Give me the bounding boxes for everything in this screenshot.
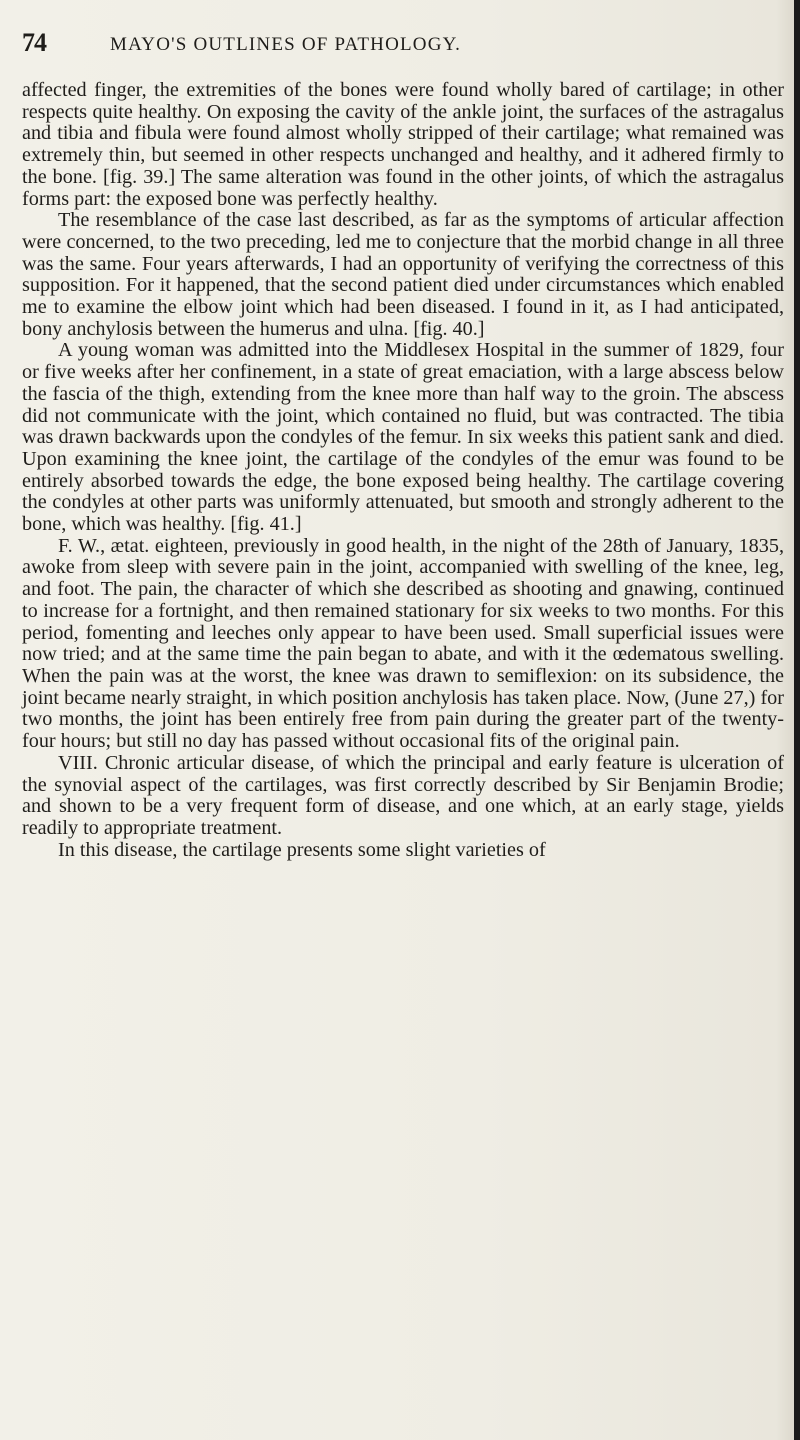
page-number: 74 <box>22 28 46 57</box>
page-header <box>22 28 782 64</box>
paragraph: The resemblance of the case last described, as far as the symptoms of articular affection were concerned, to the two preceding, led me to conjecture that the morbid change in all three was the same. Four years afterwards, I had an opportunity of verifying the correctness of this supposition. For it happened, that the second patient died under circumstances which enabled me to examine the elbow joint which had been diseased. I found in it, as I had anticipated, bony anchylosis between the humerus and ulna. [fig. 40.] <box>22 209 784 340</box>
paragraph: F. W., ætat. eighteen, previously in good health, in the night of the 28th of January, 1835, awoke from sleep with severe pain in the joint, accompanied with swelling of the knee, leg, and foot. The pain, the character of which she described as shooting and gnawing, continued to increase for a fortnight, and then remained stationary for six weeks to two months. For this period, fomenting and leeches only appear to have been used. Small superficial issues were now tried; and at the same time the pain began to abate, and with it the œdematous swelling. When the pain was at the worst, the knee was drawn to semiflexion: on its subsidence, the joint became nearly straight, in which position anchylosis has taken place. Now, (June 27,) for two months, the joint has been entirely free from pain during the greater part of the twenty-four hours; but still no day has passed without occasional fits of the original pain. <box>22 534 784 753</box>
page-edge-shadow <box>794 0 800 1440</box>
paragraph: In this disease, the cartilage presents some slight varieties of <box>58 838 546 861</box>
paragraph: A young woman was admitted into the Middlesex Hospital in the summer of 1829, four or five weeks after her confinement, in a state of great emaciation, with a large abscess below the fascia of the thigh, extending from the knee more than half way to the groin. The abscess did not communicate with the joint, which contained no fluid, but was contracted. The tibia was drawn backwards upon the condyles of the femur. In six weeks this patient sank and died. Upon examining the knee joint, the cartilage of the condyles of the emur was found to be entirely absorbed towards the edge, the bone exposed being healthy. The cartilage covering the condyles at other parts was uniformly attenuated, but smooth and strongly adherent to the bone, which was healthy. [fig. 41.] <box>22 339 784 536</box>
running-head: MAYO'S OUTLINES OF PATHOLOGY. <box>110 34 462 55</box>
body-text <box>22 80 784 861</box>
paragraph-section-viii: VIII. Chronic articular disease, of which the principal and early feature is ulceration of the synovial aspect of the cartilages, was first correctly described by Sir Benjamin Brodie; and shown to be a very frequent form of disease, and one which, at an early stage, yields readily to appropriate treatment. <box>22 751 784 839</box>
paragraph-continuation: affected finger, the extremities of the bones were found wholly bared of cartilage; in other respects quite healthy. On exposing the cavity of the ankle joint, the surfaces of the astragalus and tibia and fibula were found almost wholly stripped of their cartilage; what remained was extremely thin, but seemed in other respects unchanged and healthy, and it adhered firmly to the bone. [fig. 39.] The same alteration was found in the other joints, of which the astragalus forms part: the exposed bone was perfectly healthy. <box>22 79 784 210</box>
